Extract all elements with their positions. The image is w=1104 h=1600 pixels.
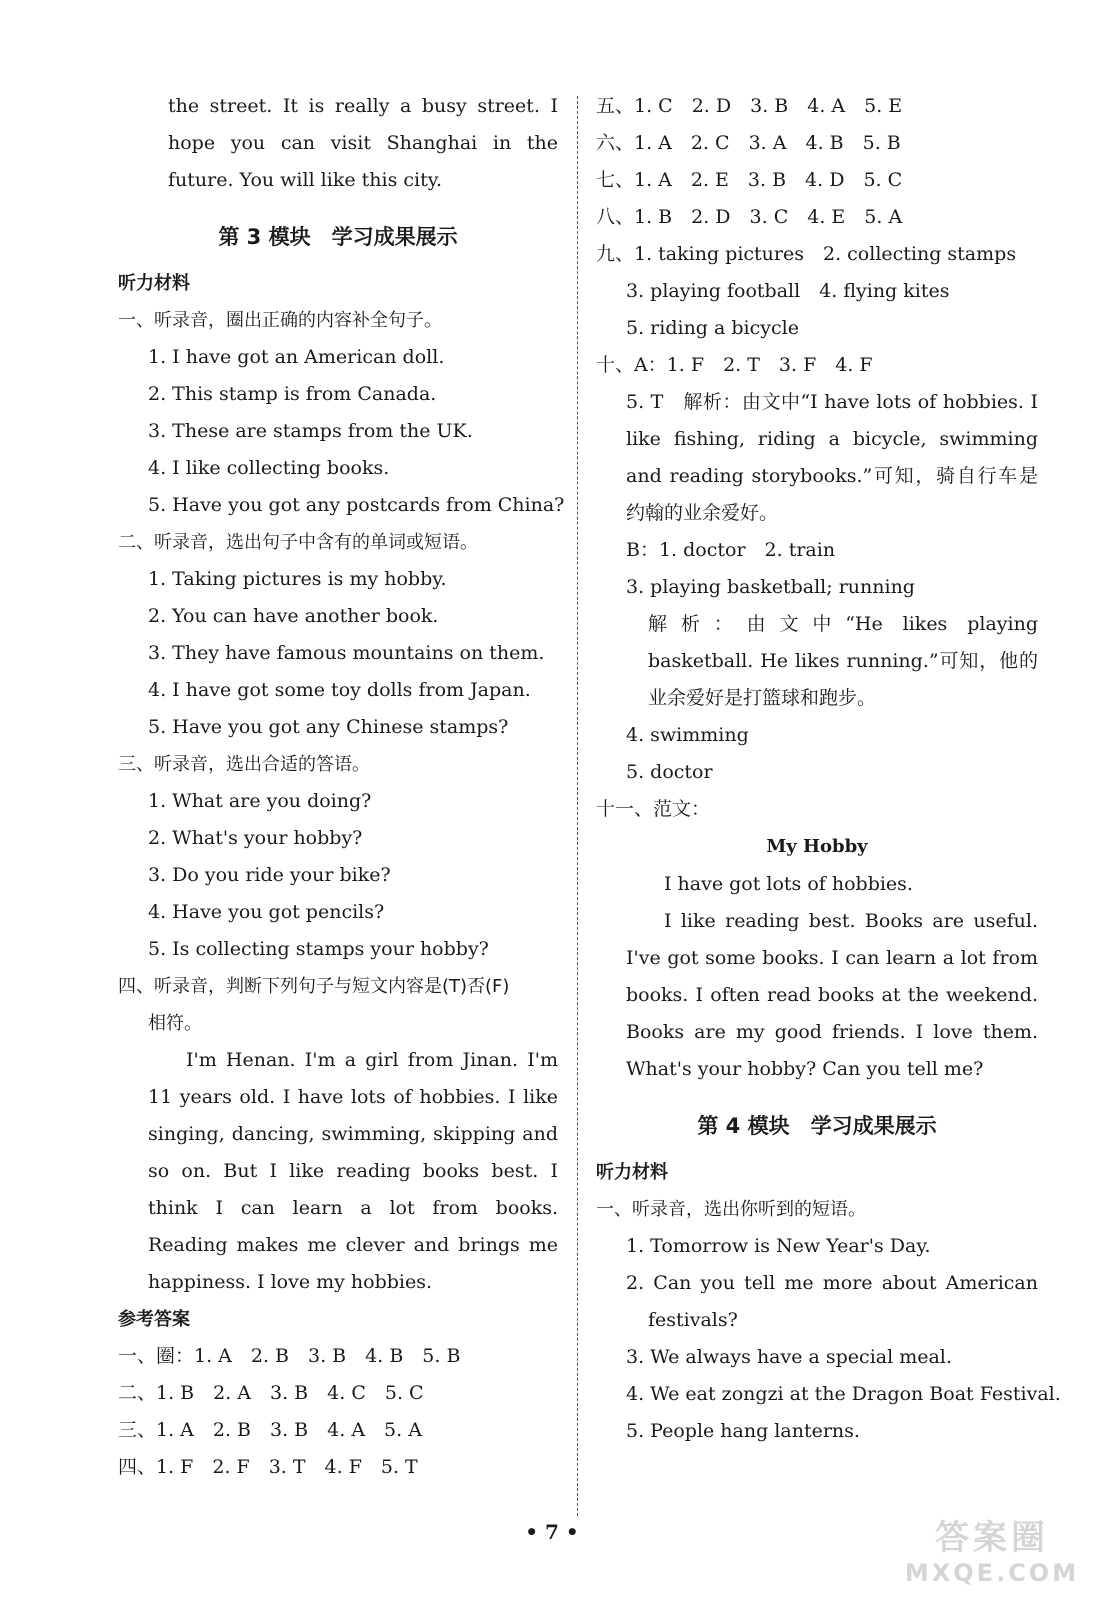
part4-passage: I'm Henan. I'm a girl from Jinan. I'm 11 years old. I have lots of hobbies. I like singing, dancing, swimming, skipping and so on. But I like reading books best. I think I can learn a lot from books. Reading makes me clever and brings me happiness. I love my hobbies. xyxy=(148,1049,558,1293)
list-item: 3. These are stamps from the UK. xyxy=(148,420,473,442)
module4-title: 第 4 模块 学习成果展示 xyxy=(697,1114,937,1138)
part4-heading: 四、听录音，判断下列句子与短文内容是(T)否(F) xyxy=(118,976,510,997)
answer-row: 5. doctor xyxy=(626,761,713,783)
answer-row: 5. riding a bicycle xyxy=(626,317,799,339)
left-column xyxy=(118,88,565,1486)
part3-heading: 三、听录音，选出合适的答语。 xyxy=(118,754,370,775)
answer-row: 八、1. B 2. D 3. C 4. E 5. A xyxy=(596,206,903,228)
answer-row: 四、1. F 2. F 3. T 4. F 5. T xyxy=(118,1456,418,1478)
answer-row: 4. swimming xyxy=(626,724,749,746)
answer-row: 一、圈：1. A 2. B 3. B 4. B 5. B xyxy=(118,1345,461,1367)
listening-heading: 听力材料 xyxy=(596,1162,668,1183)
list-item: 4. I like collecting books. xyxy=(148,457,390,479)
list-item: 4. We eat zongzi at the Dragon Boat Festival. xyxy=(626,1383,1061,1405)
answer-analysis: 5. T 解析：由文中“I have lots of hobbies. I like fishing, riding a bicycle, swimming and reading storybooks.”可知，骑自行车是约翰的业余爱好。 xyxy=(626,391,1038,524)
answer-row: 3. playing football 4. flying kites xyxy=(626,280,950,302)
answer-row: 二、1. B 2. A 3. B 4. C 5. C xyxy=(118,1382,424,1404)
answer-row: 十一、范文： xyxy=(596,798,711,820)
list-item: 2. Can you tell me more about American festivals? xyxy=(626,1272,1038,1331)
list-item: 5. Have you got any Chinese stamps? xyxy=(148,716,509,738)
answer-row: 七、1. A 2. E 3. B 4. D 5. C xyxy=(596,169,903,191)
page-number: • 7 • xyxy=(525,1520,579,1544)
essay-paragraph: I like reading best. Books are useful. I've got some books. I can learn a lot from books. I often read books at the weekend. Books are my good friends. I love them. What's your hobby? Can you tell me? xyxy=(626,910,1038,1080)
list-item: 2. This stamp is from Canada. xyxy=(148,383,437,405)
list-item: 5. Is collecting stamps your hobby? xyxy=(148,938,489,960)
list-item: 4. Have you got pencils? xyxy=(148,901,385,923)
list-item: 2. What's your hobby? xyxy=(148,827,363,849)
list-item: 3. They have famous mountains on them. xyxy=(148,642,545,664)
column-divider xyxy=(577,96,578,1516)
list-item: 1. Tomorrow is New Year's Day. xyxy=(626,1235,931,1257)
part1-heading: 一、听录音，圈出正确的内容补全句子。 xyxy=(118,310,442,331)
right-column xyxy=(596,88,1061,1450)
list-item: 1. I have got an American doll. xyxy=(148,346,445,368)
m4-part1-heading: 一、听录音，选出你听到的短语。 xyxy=(596,1199,866,1220)
answer-row: 十、A：1. F 2. T 3. F 4. F xyxy=(596,354,873,376)
list-item: 3. We always have a special meal. xyxy=(626,1346,952,1368)
module3-title: 第 3 模块 学习成果展示 xyxy=(218,225,458,249)
listening-heading: 听力材料 xyxy=(118,273,190,294)
answer-row: 3. playing basketball; running xyxy=(626,576,915,598)
watermark-url: MXQE.COM xyxy=(904,1559,1080,1587)
intro-paragraph: the street. It is really a busy street. I hope you can visit Shanghai in the future. You will like this city. xyxy=(168,95,558,191)
list-item: 3. Do you ride your bike? xyxy=(148,864,391,886)
list-item: 5. People hang lanterns. xyxy=(626,1420,860,1442)
answers-heading: 参考答案 xyxy=(118,1309,190,1330)
essay-title: My Hobby xyxy=(766,836,868,857)
list-item: 4. I have got some toy dolls from Japan. xyxy=(148,679,531,701)
part4-heading-cont: 相符。 xyxy=(148,1013,202,1034)
answer-row: B：1. doctor 2. train xyxy=(626,539,836,561)
essay-paragraph: I have got lots of hobbies. xyxy=(664,873,913,895)
watermark-logo xyxy=(902,1510,1082,1590)
list-item: 2. You can have another book. xyxy=(148,605,439,627)
answer-row: 六、1. A 2. C 3. A 4. B 5. B xyxy=(596,132,901,154)
answer-row: 五、1. C 2. D 3. B 4. A 5. E xyxy=(596,95,903,117)
answer-row: 九、1. taking pictures 2. collecting stamps xyxy=(596,243,1017,265)
answer-analysis: 解析：由文中“He likes playing basketball. He likes running.”可知，他的业余爱好是打篮球和跑步。 xyxy=(648,613,1038,709)
list-item: 1. Taking pictures is my hobby. xyxy=(148,568,447,590)
list-item: 1. What are you doing? xyxy=(148,790,372,812)
part2-heading: 二、听录音，选出句子中含有的单词或短语。 xyxy=(118,532,478,553)
answer-row: 三、1. A 2. B 3. B 4. A 5. A xyxy=(118,1419,422,1441)
list-item: 5. Have you got any postcards from China? xyxy=(148,494,565,516)
watermark-text: 答案圈 xyxy=(935,1518,1049,1558)
